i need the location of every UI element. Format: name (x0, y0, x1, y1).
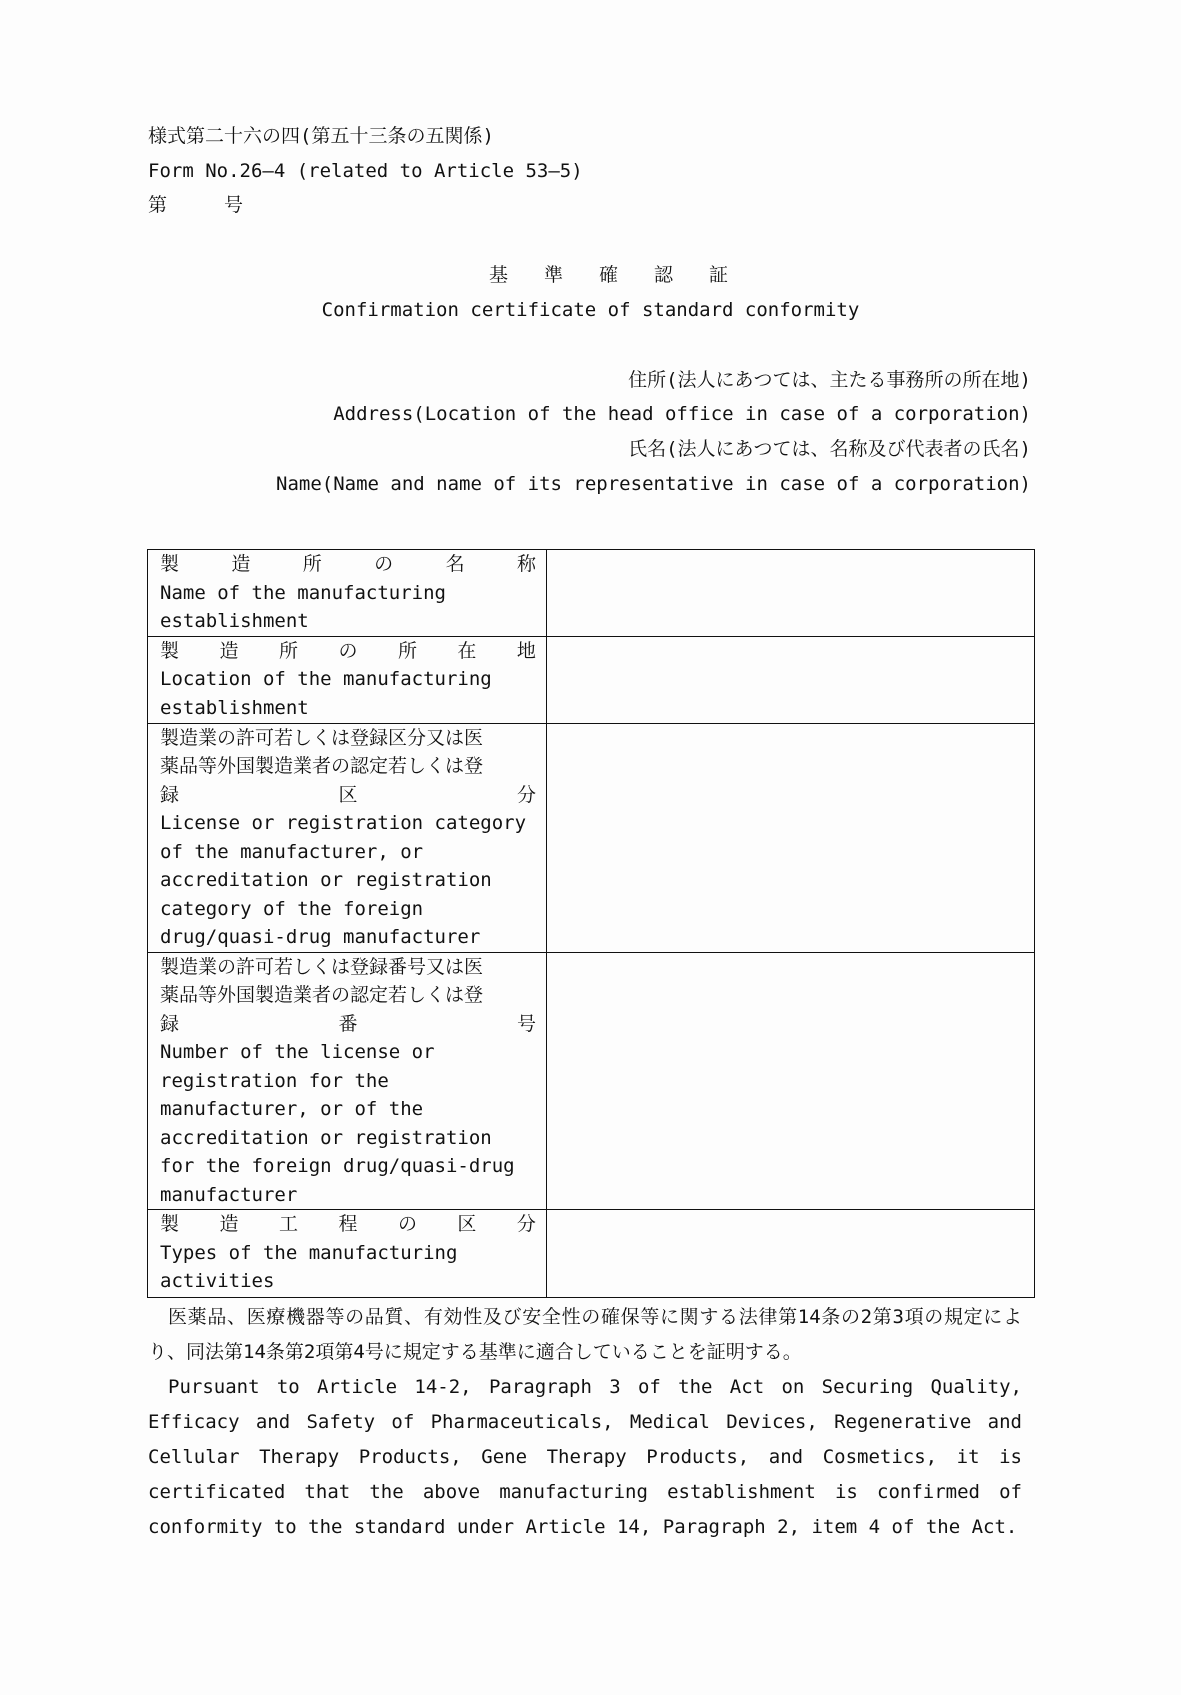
table-row (148, 723, 1035, 952)
document-title-en: Confirmation certificate of standard conformity (321, 299, 860, 321)
label-jp-line: 薬品等外国製造業者の認定若しくは登 (160, 755, 484, 777)
row-label-establishment-location (148, 636, 547, 723)
table-row (148, 1210, 1035, 1298)
row-label-license-category (148, 723, 547, 952)
table-row (148, 952, 1035, 1210)
name-label-en: Name(Name and name of its representative in case of a corporation) (276, 473, 1031, 495)
table-row (148, 636, 1035, 723)
table-row (148, 550, 1035, 637)
form-number-jp: 様式第二十六の四(第五十三条の五関係) (148, 125, 494, 147)
label-en: Types of the manufacturing activities (160, 1241, 458, 1292)
row-label-manufacturing-activities (148, 1210, 547, 1298)
document-title-jp: 基準確認証 (488, 264, 764, 286)
serial-number-line: 第 号 (148, 194, 244, 216)
establishment-location-field[interactable] (547, 636, 1035, 723)
license-category-field[interactable] (547, 723, 1035, 952)
establishment-name-field[interactable] (547, 550, 1035, 637)
certification-statement (148, 1300, 1022, 1545)
license-number-field[interactable] (547, 952, 1035, 1210)
address-label-jp: 住所(法人にあつては、主たる事務所の所在地) (628, 369, 1031, 391)
label-jp: 製 造 所 の 名 称 (160, 553, 536, 575)
label-en: License or registration category of the manufacturer, or accreditation or registration category of the foreign drug/quasi-drug manufacturer (160, 812, 527, 948)
statement-jp: 医薬品、医療機器等の品質、有効性及び安全性の確保等に関する法律第14条の2第3項の規定により、同法第14条第2項第4号に規定する基準に適合していることを証明する。 (148, 1306, 1022, 1363)
certificate-table (147, 549, 1035, 1298)
label-jp: 製 造 所 の 所 在 地 (160, 639, 536, 662)
label-jp-line: 製造業の許可若しくは登録区分又は医 (160, 726, 484, 749)
row-label-license-number (148, 952, 547, 1210)
label-en: Location of the manufacturing establishment (160, 668, 492, 719)
label-jp-last-line: 録 番 号 (160, 1012, 536, 1035)
manufacturing-activities-field[interactable] (547, 1210, 1035, 1298)
statement-en: Pursuant to Article 14-2, Paragraph 3 of the Act on Securing Quality, Efficacy and Safety of Pharmaceuticals, Medical Devices, Regenerative and Cellular Therapy Products, Gene Therapy Products, and Cosmetics, it is certificated that the above manufacturing establishment is confirmed of conformity to the standard under Article 14, Paragraph 2, item 4 of the Act. (148, 1376, 1022, 1538)
row-label-establishment-name (148, 550, 547, 637)
form-number-en: Form No.26—4 (related to Article 53—5) (148, 160, 583, 182)
label-jp-line: 薬品等外国製造業者の認定若しくは登 (160, 984, 484, 1006)
address-label-en: Address(Location of the head office in case of a corporation) (333, 403, 1031, 425)
label-jp-line: 製造業の許可若しくは登録番号又は医 (160, 955, 484, 978)
label-en: Name of the manufacturing establishment (160, 581, 446, 632)
label-en: Number of the license or registration for the manufacturer, or of the accreditation or registration for the foreign drug/quasi-drug manufacturer (160, 1041, 515, 1206)
label-jp: 製 造 工 程 の 区 分 (160, 1213, 536, 1235)
name-label-jp: 氏名(法人にあつては、名称及び代表者の氏名) (628, 438, 1031, 460)
label-jp-last-line: 録 区 分 (160, 783, 536, 806)
